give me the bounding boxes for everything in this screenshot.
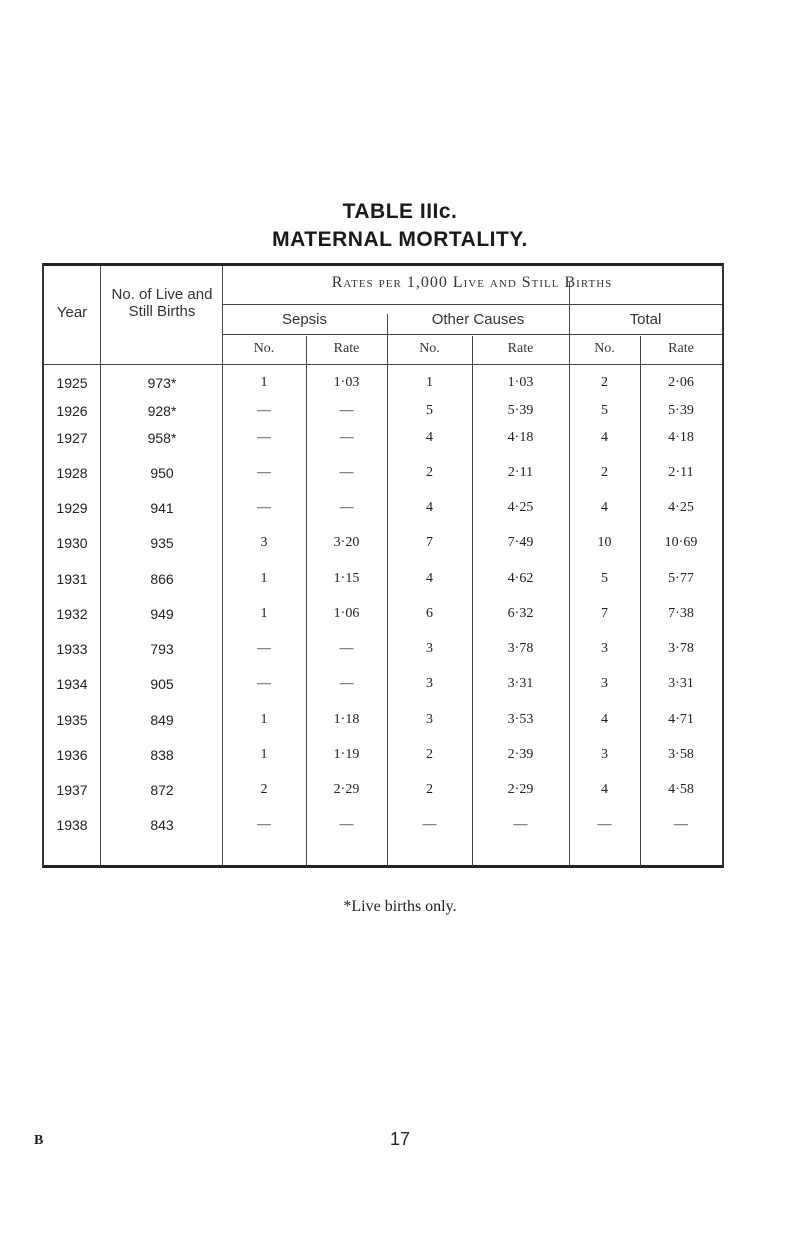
- table-cell: 4·25: [507, 500, 534, 515]
- table-cell: 5·77: [668, 571, 694, 586]
- row-year: 1938: [56, 817, 88, 833]
- subheader-rate: Rate: [668, 341, 694, 356]
- table-cell: 7: [426, 535, 433, 550]
- table-cell: 2·39: [507, 747, 534, 762]
- page-number: 17: [389, 1129, 411, 1149]
- row-births: 838: [150, 747, 174, 763]
- row-year: 1936: [56, 747, 88, 763]
- table-cell: 5: [601, 403, 608, 418]
- header-other-causes: Other Causes: [431, 311, 525, 328]
- table-cell: 6: [426, 606, 433, 621]
- table-cell: 5·39: [668, 403, 694, 418]
- row-births: 843: [150, 817, 174, 833]
- table-cell: 5: [601, 571, 608, 586]
- row-births: 941: [150, 500, 174, 516]
- table-cell: 3·53: [507, 712, 534, 727]
- row-year: 1930: [56, 535, 88, 551]
- table-cell: 3: [426, 641, 433, 656]
- row-births: 973*: [147, 375, 177, 391]
- table-cell: 7: [601, 606, 608, 621]
- table-cell: 7·49: [507, 535, 534, 550]
- table-cell: —: [339, 641, 354, 656]
- table-cell: 3·78: [507, 641, 534, 656]
- table-cell: 3: [601, 747, 608, 762]
- row-births: 928*: [147, 403, 177, 419]
- table-cell: 4·25: [668, 500, 694, 515]
- row-births: 872: [150, 782, 174, 798]
- table-cell: 2: [426, 747, 433, 762]
- table-cell: 1·06: [333, 606, 360, 621]
- divider: [222, 334, 722, 335]
- table-cell: 2: [260, 782, 268, 797]
- subheader-rate: Rate: [507, 341, 534, 356]
- table-cell: 6·32: [507, 606, 534, 621]
- table-cell: —: [257, 817, 271, 832]
- table-cell: —: [339, 676, 354, 691]
- header-births: No. of Live and Still Births: [111, 286, 213, 320]
- table-cell: 1: [260, 375, 268, 390]
- table-cell: 4: [426, 430, 433, 445]
- table-cell: 2·29: [333, 782, 360, 797]
- table-cell: —: [339, 430, 354, 445]
- row-year: 1925: [56, 375, 88, 391]
- table-cell: 4: [601, 782, 608, 797]
- table-cell: —: [339, 403, 354, 418]
- table-cell: —: [257, 676, 271, 691]
- row-year: 1929: [56, 500, 88, 516]
- table-cell: —: [257, 465, 271, 480]
- footnote: *Live births only.: [343, 898, 457, 915]
- table-cell: 4·58: [668, 782, 694, 797]
- table-cell: 4·18: [507, 430, 534, 445]
- table-cell: —: [513, 817, 528, 832]
- row-year: 1928: [56, 465, 88, 481]
- mortality-table: [42, 263, 724, 868]
- row-year: 1934: [56, 676, 88, 692]
- table-cell: 2·29: [507, 782, 534, 797]
- table-cell: 3: [426, 712, 433, 727]
- header-year: Year: [56, 304, 88, 321]
- table-cell: 2: [426, 782, 433, 797]
- row-births: 866: [150, 571, 174, 587]
- table-cell: 3·78: [668, 641, 694, 656]
- table-cell: 1: [426, 375, 433, 390]
- row-year: 1935: [56, 712, 88, 728]
- table-cell: —: [257, 500, 271, 515]
- row-year: 1926: [56, 403, 88, 419]
- row-births: 958*: [147, 430, 177, 446]
- table-cell: 2: [426, 465, 433, 480]
- subheader-no: No.: [419, 341, 440, 356]
- row-births: 935: [150, 535, 174, 551]
- table-cell: 3·58: [668, 747, 694, 762]
- table-cell: —: [339, 817, 354, 832]
- divider: [44, 364, 722, 365]
- table-cell: 1·03: [507, 375, 534, 390]
- table-cell: 2·11: [507, 465, 534, 480]
- row-births: 849: [150, 712, 174, 728]
- table-cell: 2: [601, 375, 608, 390]
- table-cell: 3: [260, 535, 268, 550]
- table-cell: 4: [601, 500, 608, 515]
- table-cell: 5: [426, 403, 433, 418]
- table-cell: 5·39: [507, 403, 534, 418]
- table-cell: 4: [426, 500, 433, 515]
- table-cell: 4·71: [668, 712, 694, 727]
- table-cell: 4: [601, 712, 608, 727]
- table-cell: —: [257, 403, 271, 418]
- subheader-no: No.: [253, 341, 275, 356]
- table-cell: 1·18: [333, 712, 360, 727]
- table-cell: 4·62: [507, 571, 534, 586]
- header-sepsis: Sepsis: [281, 311, 328, 328]
- table-cell: 3·20: [333, 535, 360, 550]
- table-title: TABLE IIIc.: [342, 200, 458, 223]
- table-cell: 4·18: [668, 430, 694, 445]
- subheader-rate: Rate: [333, 341, 360, 356]
- row-year: 1927: [56, 430, 88, 446]
- table-cell: 2·11: [668, 465, 694, 480]
- table-cell: —: [597, 817, 612, 832]
- table-cell: 3: [601, 676, 608, 691]
- header-rates-group: Rates per 1,000 Live and Still Births: [331, 274, 613, 291]
- table-cell: 3·31: [507, 676, 534, 691]
- table-cell: 3·31: [668, 676, 694, 691]
- table-cell: 4: [601, 430, 608, 445]
- row-births: 905: [150, 676, 174, 692]
- table-cell: 4: [426, 571, 433, 586]
- table-cell: 2: [601, 465, 608, 480]
- table-cell: 7·38: [668, 606, 694, 621]
- table-cell: 1: [260, 571, 268, 586]
- table-cell: —: [257, 430, 271, 445]
- table-cell: 1: [260, 747, 268, 762]
- table-cell: 1·19: [333, 747, 360, 762]
- table-cell: 3: [426, 676, 433, 691]
- row-births: 950: [150, 465, 174, 481]
- row-year: 1931: [56, 571, 88, 587]
- table-subtitle: MATERNAL MORTALITY.: [272, 228, 528, 251]
- table-cell: —: [339, 465, 354, 480]
- table-cell: 1·03: [333, 375, 360, 390]
- table-cell: —: [257, 641, 271, 656]
- table-cell: —: [422, 817, 437, 832]
- page-marker: B: [34, 1133, 44, 1148]
- table-cell: 10: [597, 535, 612, 550]
- row-year: 1933: [56, 641, 88, 657]
- row-year: 1937: [56, 782, 88, 798]
- table-cell: 10·69: [664, 535, 698, 550]
- table-cell: 3: [601, 641, 608, 656]
- row-births: 793: [150, 641, 174, 657]
- row-year: 1932: [56, 606, 88, 622]
- table-cell: 2·06: [668, 375, 694, 390]
- table-cell: —: [674, 817, 688, 832]
- table-cell: 1·15: [333, 571, 360, 586]
- header-total: Total: [629, 311, 662, 328]
- row-births: 949: [150, 606, 174, 622]
- divider: [100, 266, 101, 866]
- table-cell: 1: [260, 712, 268, 727]
- table-cell: 1: [260, 606, 268, 621]
- subheader-no: No.: [594, 341, 615, 356]
- divider: [222, 304, 722, 305]
- table-cell: —: [339, 500, 354, 515]
